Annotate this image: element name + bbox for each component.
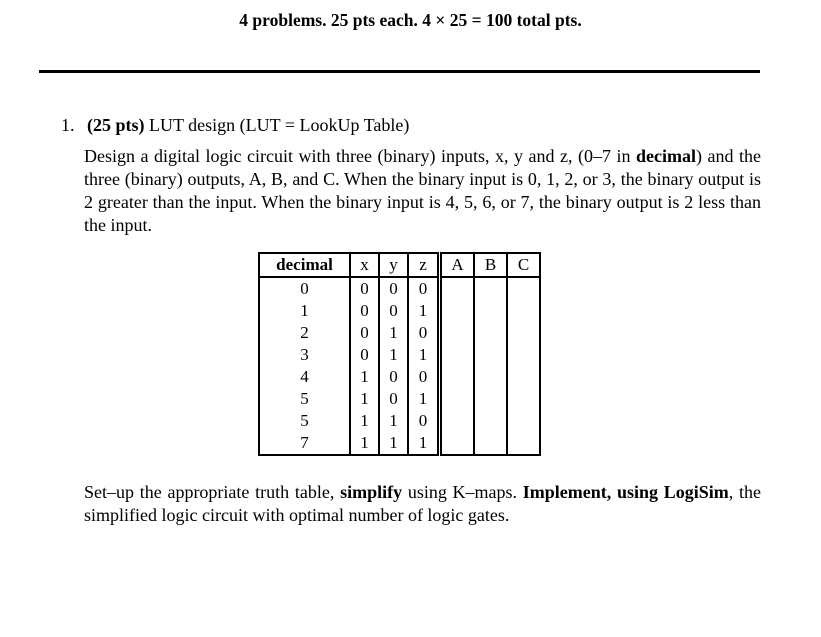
cell-y: 1 [379,344,408,366]
cell-z: 1 [408,344,440,366]
cell-c [507,432,540,455]
header-decimal: decimal [259,253,350,277]
horizontal-rule [39,70,760,73]
cell-decimal: 4 [259,366,350,388]
description-text-cont: ) and the three (binary) outputs, A, B, and C. When the binary input is 0, 1, 2, or 3, the binary output is 2 greater than the input. When the binary input is 4, 5, 6, or 7, the binary output is 2 less than the input. [84,146,761,235]
cell-z: 1 [408,388,440,410]
cell-b [474,366,507,388]
cell-z: 1 [408,300,440,322]
cell-decimal: 2 [259,322,350,344]
header-z: z [408,253,440,277]
cell-z: 1 [408,432,440,455]
cell-c [507,388,540,410]
table-row [259,432,540,455]
cell-y: 1 [379,322,408,344]
assignment-summary: 4 problems. 25 pts each. 4 × 25 = 100 total pts. [239,10,582,30]
cell-b [474,277,507,300]
cell-a [440,366,475,388]
cell-x: 0 [350,300,379,322]
cell-a [440,410,475,432]
cell-b [474,300,507,322]
cell-a [440,277,475,300]
instructions [84,481,761,527]
table-row [259,277,540,300]
cell-x: 1 [350,388,379,410]
problem-number: 1. [61,115,75,135]
cell-y: 1 [379,432,408,455]
cell-c [507,344,540,366]
problem-description [84,145,761,237]
instructions-text: Set–up the appropriate truth table, [84,482,341,502]
cell-x: 0 [350,322,379,344]
cell-c [507,322,540,344]
cell-decimal: 3 [259,344,350,366]
cell-decimal: 0 [259,277,350,300]
truth-table [258,252,541,456]
header-x: x [350,253,379,277]
cell-c [507,300,540,322]
cell-decimal: 5 [259,388,350,410]
table-row [259,410,540,432]
cell-z: 0 [408,410,440,432]
table-row [259,344,540,366]
instructions-text-3: , the simplified logic circuit with optimal number of logic gates. [84,482,762,525]
cell-x: 1 [350,432,379,455]
cell-y: 0 [379,388,408,410]
problem-points: (25 pts) [87,115,145,135]
cell-b [474,344,507,366]
instructions-bold-implement: Implement, using LogiSim [522,482,729,502]
cell-decimal: 1 [259,300,350,322]
cell-x: 1 [350,366,379,388]
cell-x: 0 [350,277,379,300]
description-text: Design a digital logic circuit with three (binary) inputs, x, y and z, (0–7 in [84,146,636,166]
problem-title: LUT design (LUT = LookUp Table) [149,115,410,135]
cell-c [507,277,540,300]
cell-z: 0 [408,366,440,388]
table-row [259,366,540,388]
table-header-row [259,253,540,277]
table-row [259,388,540,410]
cell-z: 0 [408,277,440,300]
cell-x: 0 [350,344,379,366]
cell-a [440,322,475,344]
cell-decimal: 7 [259,432,350,455]
cell-a [440,300,475,322]
cell-y: 0 [379,366,408,388]
cell-a [440,432,475,455]
header-a: A [440,253,475,277]
cell-a [440,344,475,366]
instructions-text-2: using K–maps. [402,482,523,502]
problem-heading [61,115,409,136]
cell-a [440,388,475,410]
cell-b [474,322,507,344]
header-b: B [474,253,507,277]
table-row [259,322,540,344]
cell-decimal: 5 [259,410,350,432]
cell-z: 0 [408,322,440,344]
cell-b [474,388,507,410]
cell-y: 0 [379,277,408,300]
cell-y: 1 [379,410,408,432]
header-c: C [507,253,540,277]
cell-b [474,432,507,455]
cell-c [507,410,540,432]
table-row [259,300,540,322]
instructions-bold-simplify: simplify [340,482,403,502]
cell-c [507,366,540,388]
cell-x: 1 [350,410,379,432]
cell-y: 0 [379,300,408,322]
description-bold: decimal [636,146,696,166]
cell-b [474,410,507,432]
header-y: y [379,253,408,277]
